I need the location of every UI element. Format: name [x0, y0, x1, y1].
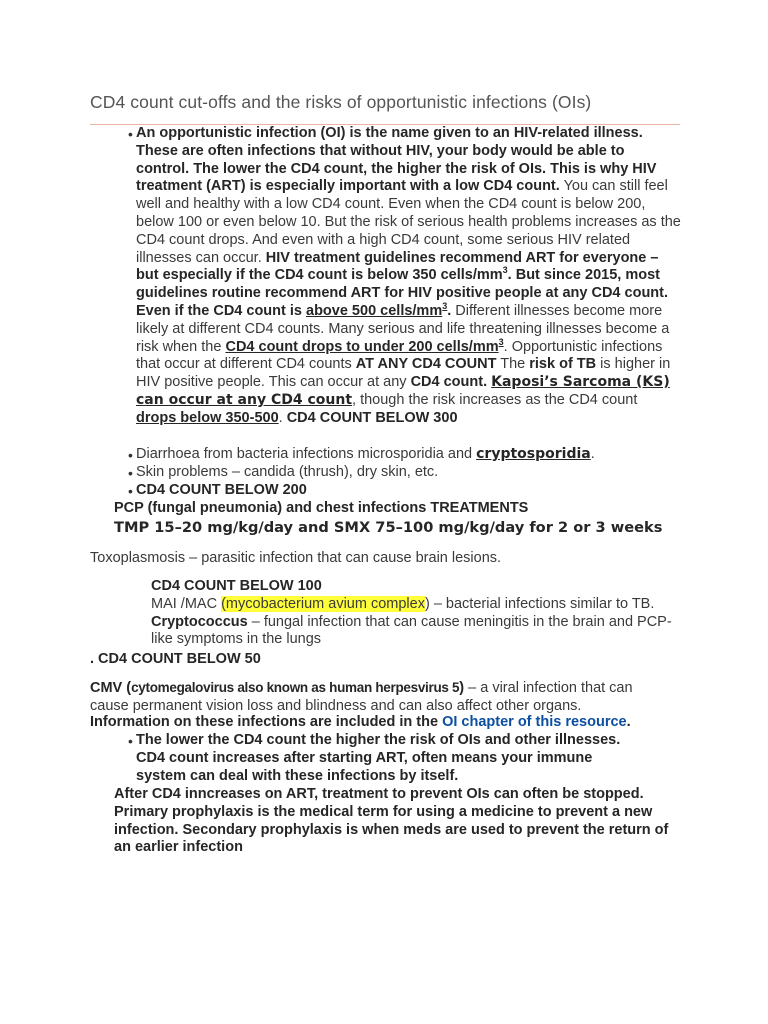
below-200-heading: CD4 COUNT BELOW 200 [136, 482, 307, 498]
mai-mac-label: MAI /MAC [151, 595, 222, 612]
intro-text-i: , though the risk increases as the CD4 count [352, 391, 638, 408]
bullet-glyph: • [128, 483, 133, 499]
cmv-desc: – a viral infection that can cause permanent vision loss and blindness and can also affect other organs. [90, 680, 633, 714]
bullet-glyph: • [128, 733, 133, 749]
pcp-line: PCP (fungal pneumonia) and chest infections TREATMENTS [114, 500, 529, 516]
below-100-heading: CD4 COUNT BELOW 100 [151, 578, 322, 594]
cmv-bold-c: ) [459, 680, 465, 696]
kaposi-underlined: Kaposi’s Sarcoma (KS) can occur at any CD4 count [136, 374, 670, 408]
mai-mac-desc: ) – bacterial infections similar to TB. [424, 595, 655, 612]
intro-paragraph [136, 125, 681, 428]
intro-text-d: Different illnesses become more likely at different CD4 counts. Many serious and life threatening illnesses become a risk when the [136, 302, 670, 355]
info-text: Information on these infections are included in the [90, 714, 443, 730]
superscript-3c: 3 [498, 336, 504, 347]
diarrhoea-text: Diarrhoea from bacteria infections microsporidia and [136, 446, 477, 462]
below-100-section [151, 578, 686, 649]
intro-text-g: is higher in HIV positive people. This can occur at any [136, 356, 671, 391]
mai-mac-line [151, 596, 686, 614]
cmv-bold-a: CMV ( [90, 680, 132, 696]
risk-tb-bold: risk of TB [529, 356, 597, 373]
tmp-smx-dosage: TMP 15–20 mg/kg/day and SMX 75–100 mg/kg/day for 2 or 3 weeks [114, 519, 663, 536]
cmv-paragraph [90, 679, 670, 716]
under-200-underlined: CD4 count drops to under 200 cells/mm [225, 338, 499, 355]
cryptosporidia-underlined: cryptosporidia [476, 446, 591, 462]
intro-text-j: . [278, 409, 287, 426]
skin-item: Skin problems – candida (thrush), dry skin, etc. [136, 464, 439, 480]
intro-text-a: You can still feel well and healthy with a low CD4 count. Even when the CD4 count is below 200, below 100 or even below 10. But the risk of serious health problems increases as the CD4 count drops. And even with a high CD4 count, some serious HIV related illnesses can occur. [136, 178, 681, 266]
cryptococcus-text [151, 614, 686, 650]
cryptococcus-bold: Cryptococcus [151, 613, 248, 630]
guidelines-bold: HIV treatment guidelines recommend ART for everyone – but especially if the CD4 count is below 350 cells/mm [136, 249, 659, 284]
above-500-underlined: above 500 cells/mm [306, 302, 443, 319]
below-50-heading: . CD4 COUNT BELOW 50 [90, 651, 261, 667]
cd4-count-bold: CD4 count. [410, 374, 488, 391]
mycobacterium-highlight: (mycobacterium avium complex [221, 595, 425, 612]
info-end: . [626, 714, 631, 730]
any-cd4-bold: AT ANY CD4 COUNT [355, 356, 497, 373]
superscript-3b: 3 [442, 301, 448, 312]
below-300-heading: CD4 COUNT BELOW 300 [286, 409, 458, 426]
bullet-glyph: • [128, 126, 133, 142]
page-title: CD4 count cut-offs and the risks of opportunistic infections (OIs) [90, 92, 592, 112]
diarrhoea-end: . [590, 446, 595, 462]
intro-text-e: . Opportunistic infections that occur at different CD4 counts [136, 338, 663, 373]
bullet-glyph: • [128, 465, 133, 481]
prophylaxis-paragraph: After CD4 inncreases on ART, treatment to prevent OIs can often be stopped. Primary prophylaxis is the medical term for using a medicine to prevent a new infection. Secondary prophylaxis is when meds are used to prevent the return of an earlier infection [114, 786, 669, 856]
info-line [90, 714, 631, 732]
superscript-3: 3 [502, 265, 508, 276]
below-350-underlined: drops below 350-500 [136, 409, 279, 426]
toxoplasmosis-line: Toxoplasmosis – parasitic infection that can cause brain lesions. [90, 550, 502, 566]
cmv-full-name: cytomegalovirus also known as human herpesvirus 5 [131, 680, 460, 695]
intro-text-f: The [496, 356, 530, 373]
diarrhoea-item [136, 446, 595, 464]
lower-cd4-paragraph: The lower the CD4 count the higher the risk of OIs and other illnesses. CD4 count increases after starting ART, often means your immune system can deal with these infections by itself. [136, 732, 621, 784]
since-2015-bold: . But since 2015, most guidelines routine recommend ART for HIV positive people at any CD4 count. Even if the CD4 count is [136, 267, 669, 319]
intro-bold-text: An opportunistic infection (OI) is the name given to an HIV-related illness. These are often infections that without HIV, your body would be able to control. The lower the CD4 count, the higher the risk of OIs. This is why HIV treatment (ART) is especially important with a low CD4 count. [136, 125, 657, 195]
oi-chapter-link[interactable]: OI chapter of this resource [442, 714, 627, 730]
cryptococcus-desc: – fungal infection that can cause meningitis in the brain and PCP-like symptoms in the lungs [151, 613, 672, 648]
bullet-glyph: • [128, 447, 133, 463]
period-bold: . [447, 302, 452, 319]
